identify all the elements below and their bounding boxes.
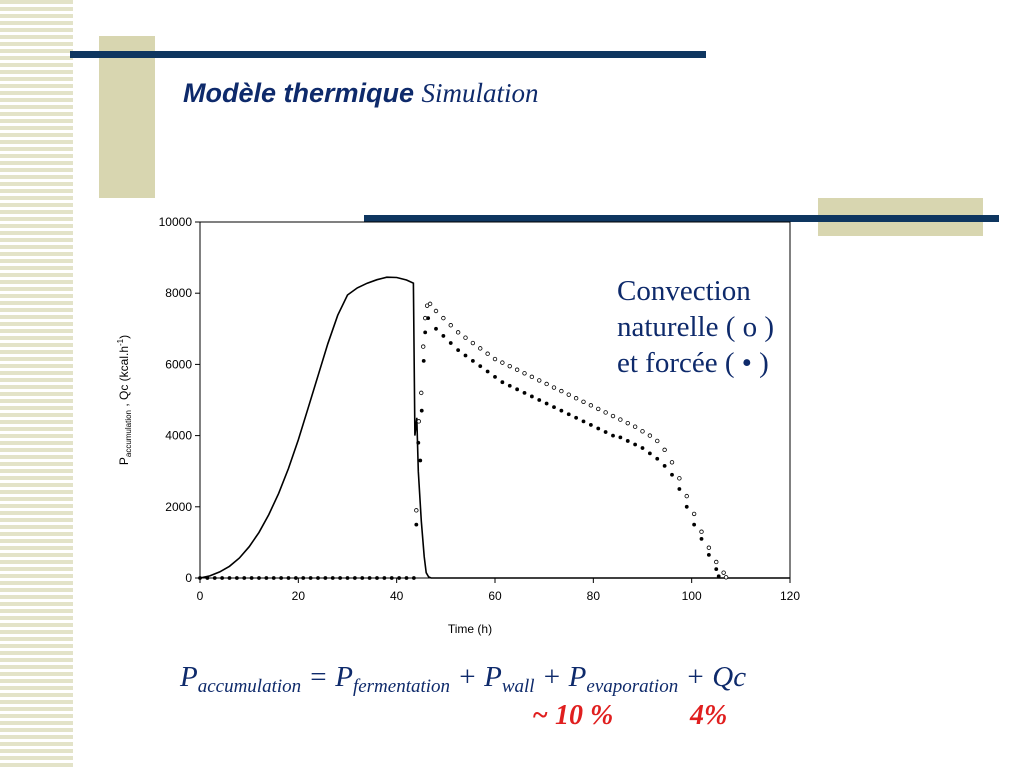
x-tick-label: 80 xyxy=(586,589,601,603)
data-point-forced-convection xyxy=(717,574,721,578)
data-point-natural-convection xyxy=(478,347,482,351)
data-point-forced-convection xyxy=(663,464,667,468)
data-point-forced-convection xyxy=(685,505,689,509)
data-point-forced-convection xyxy=(346,576,350,580)
data-point-forced-convection xyxy=(422,359,426,363)
data-point-forced-convection xyxy=(331,576,335,580)
slide-title-main: Modèle thermique xyxy=(183,78,415,108)
eq-operator: = xyxy=(301,661,336,693)
annotation-line-3: et forcée ( • ) xyxy=(617,347,769,379)
data-point-forced-convection xyxy=(677,487,681,491)
data-point-forced-convection xyxy=(508,384,512,388)
data-point-forced-convection xyxy=(552,405,556,409)
data-point-forced-convection xyxy=(250,576,254,580)
x-tick-label: 120 xyxy=(779,589,801,603)
data-point-forced-convection xyxy=(279,576,283,580)
data-point-natural-convection xyxy=(707,546,711,550)
data-point-natural-convection xyxy=(678,477,682,481)
eq-operator: + xyxy=(534,661,569,693)
data-point-natural-convection xyxy=(449,323,453,327)
data-point-forced-convection xyxy=(449,341,453,345)
data-point-natural-convection xyxy=(596,407,600,411)
data-point-forced-convection xyxy=(323,576,327,580)
data-point-forced-convection xyxy=(618,435,622,439)
data-point-forced-convection xyxy=(257,576,261,580)
data-point-natural-convection xyxy=(421,345,425,349)
data-point-forced-convection xyxy=(416,441,420,445)
x-tick-label: 20 xyxy=(291,589,306,603)
data-point-natural-convection xyxy=(685,494,689,498)
y-tick-label: 10000 xyxy=(158,215,192,229)
data-point-forced-convection xyxy=(434,327,438,331)
data-point-forced-convection xyxy=(397,576,401,580)
data-point-forced-convection xyxy=(242,576,246,580)
data-point-natural-convection xyxy=(633,425,637,429)
data-point-forced-convection xyxy=(589,423,593,427)
y-tick-label: 0 xyxy=(185,571,192,585)
data-point-forced-convection xyxy=(353,576,357,580)
data-point-forced-convection xyxy=(486,370,490,374)
data-point-forced-convection xyxy=(559,409,563,413)
data-point-forced-convection xyxy=(414,523,418,527)
data-point-forced-convection xyxy=(537,398,541,402)
data-point-forced-convection xyxy=(220,576,224,580)
data-point-natural-convection xyxy=(545,382,549,386)
eq-term: P xyxy=(180,661,198,693)
data-point-natural-convection xyxy=(670,461,674,465)
x-axis-label: Time (h) xyxy=(447,622,493,636)
data-point-forced-convection xyxy=(700,537,704,541)
data-point-forced-convection xyxy=(309,576,313,580)
slide-title xyxy=(183,78,539,109)
data-point-natural-convection xyxy=(464,336,468,340)
data-point-natural-convection xyxy=(604,411,608,415)
data-point-forced-convection xyxy=(360,576,364,580)
decorative-block-top xyxy=(99,36,155,198)
data-point-natural-convection xyxy=(611,414,615,418)
x-axis xyxy=(197,578,801,603)
data-point-natural-convection xyxy=(537,379,541,383)
data-point-forced-convection xyxy=(316,576,320,580)
data-point-forced-convection xyxy=(426,316,430,320)
x-tick-label: 100 xyxy=(681,589,702,603)
x-tick-label: 40 xyxy=(389,589,404,603)
eq-subscript: wall xyxy=(501,676,535,697)
data-point-natural-convection xyxy=(434,309,438,313)
data-point-natural-convection xyxy=(486,352,490,356)
annotation-line-2: naturelle ( ο ) xyxy=(617,311,775,343)
data-point-natural-convection xyxy=(493,357,497,361)
percentage-fermentation: ~ 10 % xyxy=(532,700,614,731)
data-point-forced-convection xyxy=(611,434,615,438)
data-point-forced-convection xyxy=(655,457,659,461)
data-point-natural-convection xyxy=(714,560,718,564)
annotation-line-1: Convection xyxy=(617,275,751,307)
data-point-forced-convection xyxy=(418,459,422,463)
data-point-forced-convection xyxy=(198,576,202,580)
data-point-forced-convection xyxy=(405,576,409,580)
data-point-forced-convection xyxy=(604,430,608,434)
eq-term: P xyxy=(335,661,353,693)
data-point-natural-convection xyxy=(419,391,423,395)
data-point-natural-convection xyxy=(574,396,578,400)
data-point-forced-convection xyxy=(515,387,519,391)
data-point-natural-convection xyxy=(552,386,556,390)
data-point-forced-convection xyxy=(301,576,305,580)
data-point-natural-convection xyxy=(582,400,586,404)
data-point-natural-convection xyxy=(515,368,519,372)
decorative-stripes xyxy=(0,0,73,768)
data-point-forced-convection xyxy=(205,576,209,580)
data-point-forced-convection xyxy=(368,576,372,580)
data-point-forced-convection xyxy=(523,391,527,395)
percentage-wall: 4% xyxy=(690,700,728,731)
data-point-natural-convection xyxy=(589,404,593,408)
data-point-natural-convection xyxy=(663,448,667,452)
x-tick-label: 0 xyxy=(196,589,204,603)
data-point-forced-convection xyxy=(213,576,217,580)
y-tick-label: 8000 xyxy=(165,286,192,301)
data-point-forced-convection xyxy=(692,523,696,527)
data-point-natural-convection xyxy=(724,575,728,579)
data-point-forced-convection xyxy=(500,380,504,384)
data-point-natural-convection xyxy=(722,571,726,575)
data-point-forced-convection xyxy=(464,354,468,358)
data-point-forced-convection xyxy=(626,439,630,443)
eq-term: P xyxy=(484,661,502,693)
data-point-forced-convection xyxy=(633,443,637,447)
data-point-forced-convection xyxy=(714,567,718,571)
data-point-natural-convection xyxy=(442,316,446,320)
eq-subscript: fermentation xyxy=(352,676,451,697)
y-tick-label: 6000 xyxy=(165,357,192,372)
data-point-natural-convection xyxy=(471,341,475,345)
data-point-forced-convection xyxy=(574,416,578,420)
data-point-natural-convection xyxy=(626,421,630,425)
data-point-forced-convection xyxy=(648,452,652,456)
y-tick-label: 4000 xyxy=(165,428,192,443)
data-point-forced-convection xyxy=(582,419,586,423)
x-tick-label: 60 xyxy=(488,589,502,603)
data-point-natural-convection xyxy=(456,331,460,335)
data-point-natural-convection xyxy=(700,530,704,534)
data-point-forced-convection xyxy=(420,409,424,413)
data-point-forced-convection xyxy=(287,576,291,580)
data-point-forced-convection xyxy=(471,359,475,363)
legend-annotation xyxy=(617,273,774,381)
data-point-natural-convection xyxy=(417,420,421,424)
y-tick-label: 2000 xyxy=(165,499,192,514)
data-point-forced-convection xyxy=(596,427,600,431)
eq-operator: + xyxy=(678,661,713,693)
y-axis xyxy=(159,215,200,585)
data-point-natural-convection xyxy=(501,361,505,365)
data-point-forced-convection xyxy=(382,576,386,580)
data-point-forced-convection xyxy=(338,576,342,580)
data-point-natural-convection xyxy=(530,375,534,379)
data-point-natural-convection xyxy=(655,439,659,443)
data-point-forced-convection xyxy=(707,553,711,557)
eq-term: P xyxy=(568,661,587,693)
data-point-natural-convection xyxy=(415,509,419,513)
data-point-natural-convection xyxy=(428,302,432,306)
eq-term: Qc xyxy=(712,661,747,693)
data-point-natural-convection xyxy=(641,430,645,434)
data-point-forced-convection xyxy=(441,334,445,338)
y-axis-label: $P_{accumulation}$ , Qc $(kcal.h^{-1})$ xyxy=(116,334,133,466)
data-point-forced-convection xyxy=(530,395,534,399)
chart xyxy=(100,205,820,645)
energy-balance-equation xyxy=(180,661,747,697)
data-point-forced-convection xyxy=(228,576,232,580)
data-point-natural-convection xyxy=(560,389,564,393)
data-point-natural-convection xyxy=(523,372,527,376)
data-point-forced-convection xyxy=(641,446,645,450)
data-point-natural-convection xyxy=(508,364,512,368)
data-point-natural-convection xyxy=(619,418,623,422)
data-point-forced-convection xyxy=(567,412,571,416)
data-point-natural-convection xyxy=(648,434,652,438)
data-point-forced-convection xyxy=(478,364,482,368)
data-point-forced-convection xyxy=(272,576,276,580)
data-point-forced-convection xyxy=(264,576,268,580)
data-point-forced-convection xyxy=(412,576,416,580)
eq-subscript: accumulation xyxy=(197,676,302,697)
slide-title-sub: Simulation xyxy=(421,78,539,108)
data-point-forced-convection xyxy=(545,402,549,406)
data-point-forced-convection xyxy=(493,375,497,379)
data-point-forced-convection xyxy=(456,348,460,352)
data-point-forced-convection xyxy=(423,330,427,334)
data-point-forced-convection xyxy=(375,576,379,580)
eq-subscript: evaporation xyxy=(586,676,679,697)
data-point-natural-convection xyxy=(567,393,571,397)
title-rule xyxy=(70,51,706,58)
data-point-forced-convection xyxy=(235,576,239,580)
data-point-natural-convection xyxy=(692,512,696,516)
data-point-forced-convection xyxy=(390,576,394,580)
data-point-forced-convection xyxy=(670,473,674,477)
data-point-forced-convection xyxy=(294,576,298,580)
eq-operator: + xyxy=(450,661,485,693)
